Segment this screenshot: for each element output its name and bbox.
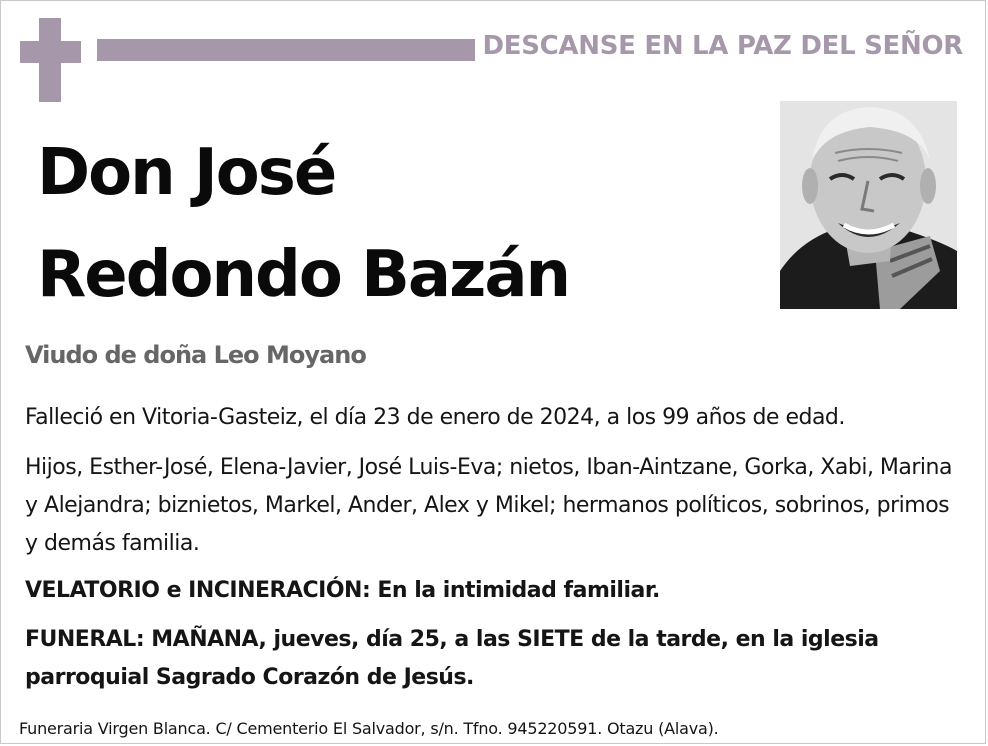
- portrait-photo: [780, 101, 957, 309]
- wake-info: VELATORIO e INCINERACIÓN: En la intimidad familiar.: [25, 578, 660, 603]
- deceased-name-line1: Don José: [37, 136, 336, 210]
- widower-of-line: Viudo de doña Leo Moyano: [25, 341, 366, 369]
- cross-horizontal-bar: [20, 41, 81, 63]
- header-decorative-bar: [97, 39, 475, 61]
- death-notice: Falleció en Vitoria-Gasteiz, el día 23 de enero de 2024, a los 99 años de edad.: [25, 405, 845, 430]
- portrait-illustration: [780, 101, 957, 309]
- family-list: Hijos, Esther-José, Elena-Javier, José Luis-Eva; nietos, Iban-Aintzane, Gorka, Xabi, Marina y Alejandra; biznietos, Markel, Ander, Alex y Mikel; hermanos políticos, sobrinos, primos y demás familia.: [25, 455, 952, 556]
- funeral-home-footer: Funeraria Virgen Blanca. C/ Cementerio El Salvador, s/n. Tfno. 945220591. Otazu (Alava).: [19, 719, 719, 738]
- header-title: DESCANSE EN LA PAZ DEL SEÑOR: [482, 31, 963, 61]
- funeral-info: FUNERAL: MAÑANA, jueves, día 25, a las SIETE de la tarde, en la iglesia parroquial Sagrado Corazón de Jesús.: [25, 627, 879, 690]
- deceased-name-line2: Redondo Bazán: [37, 238, 570, 312]
